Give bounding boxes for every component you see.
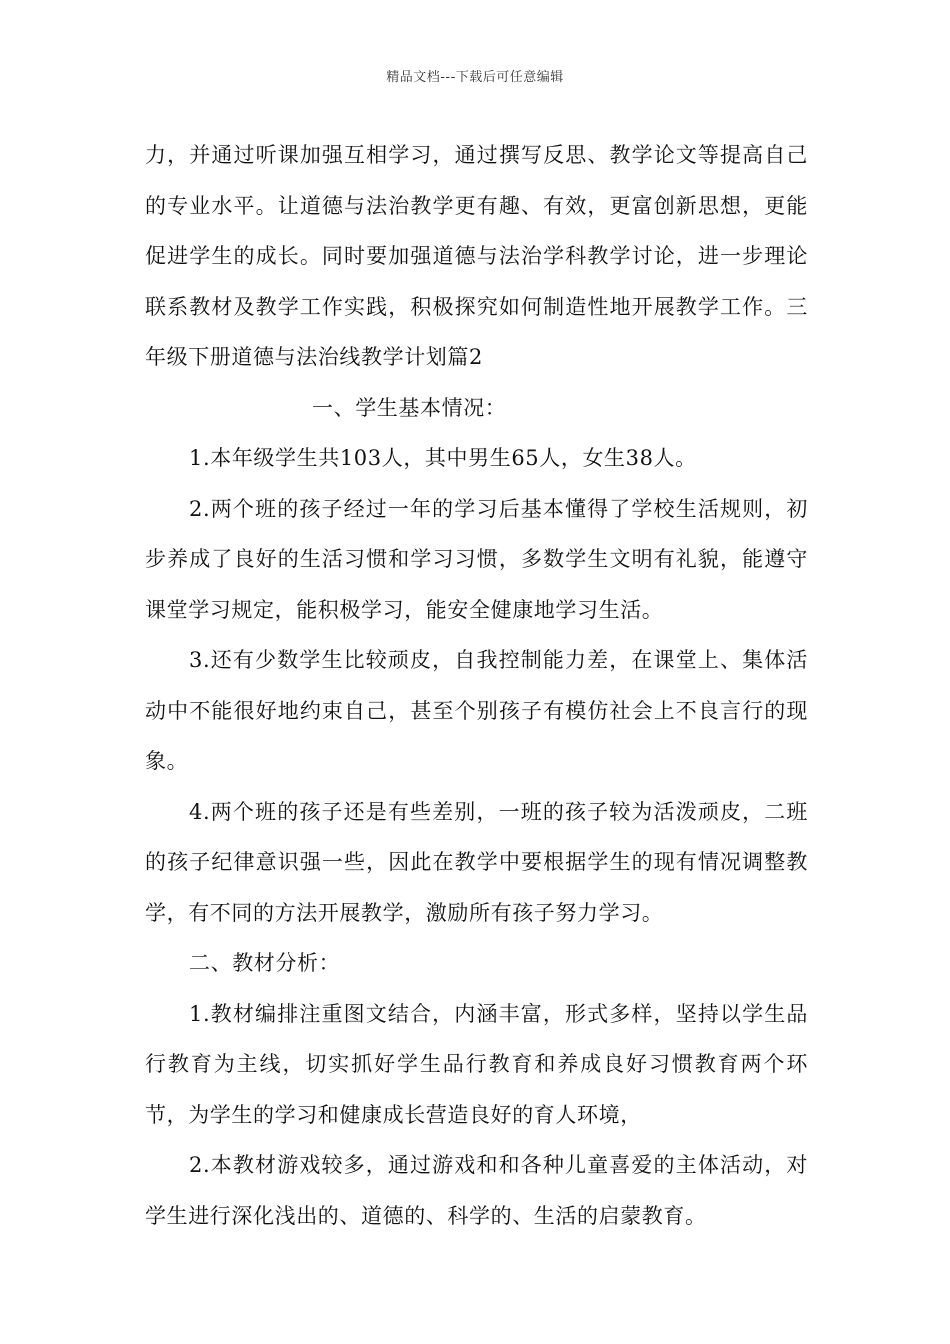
paragraph-habits: 2.两个班的孩子经过一年的学习后基本懂得了学校生活规则，初步养成了良好的生活习惯和学习习惯，多数学生文明有礼貌，能遵守课堂学习规定，能积极学习，能安全健康地学习生活。 xyxy=(145,496,808,622)
paragraph-class-differences: 4.两个班的孩子还是有些差别，一班的孩子较为活泼顽皮，二班的孩子纪律意识强一些，因此在教学中要根据学生的现有情况调整教学，有不同的方法开展教学，激励所有孩子努力学习。 xyxy=(145,799,808,925)
paragraph-self-control: 3.还有少数学生比较顽皮，自我控制能力差，在课堂上、集体活动中不能很好地约束自己，甚至个别孩子有模仿社会上不良言行的现象。 xyxy=(145,648,808,773)
paragraph-intro: 力，并通过听课加强互相学习，通过撰写反思、教学论文等提高自己的专业水平。让道德与法治教学更有趣、有效，更富创新思想，更能促进学生的成长。同时要加强道德与法治学科教学讨论，进一步理论联系教材及教学工作实践，积极探究如何制造性地开展教学工作。三年级下册道德与法治线教学计划篇2 xyxy=(145,143,808,369)
paragraph-textbook-games: 2.本教材游戏较多，通过游戏和和各种儿童喜爱的主体活动，对学生进行深化浅出的、道德的、科学的、生活的启蒙教育。 xyxy=(145,1153,808,1228)
paragraph-textbook-layout: 1.教材编排注重图文结合，内涵丰富，形式多样，坚持以学生品行教育为主线，切实抓好学生品行教育和养成良好习惯教育两个环节，为学生的学习和健康成长营造良好的育人环境， xyxy=(145,1001,808,1127)
paragraph-student-count: 1.本年级学生共103人，其中男生65人，女生38人。 xyxy=(189,446,697,470)
document-body xyxy=(145,130,808,1241)
header-note: 精品文档---下载后可任意编辑 xyxy=(386,70,564,85)
section-heading-student-situation: 一、学生基本情况： xyxy=(312,395,507,420)
section-heading-textbook-analysis: 二、教材分析： xyxy=(189,951,341,975)
